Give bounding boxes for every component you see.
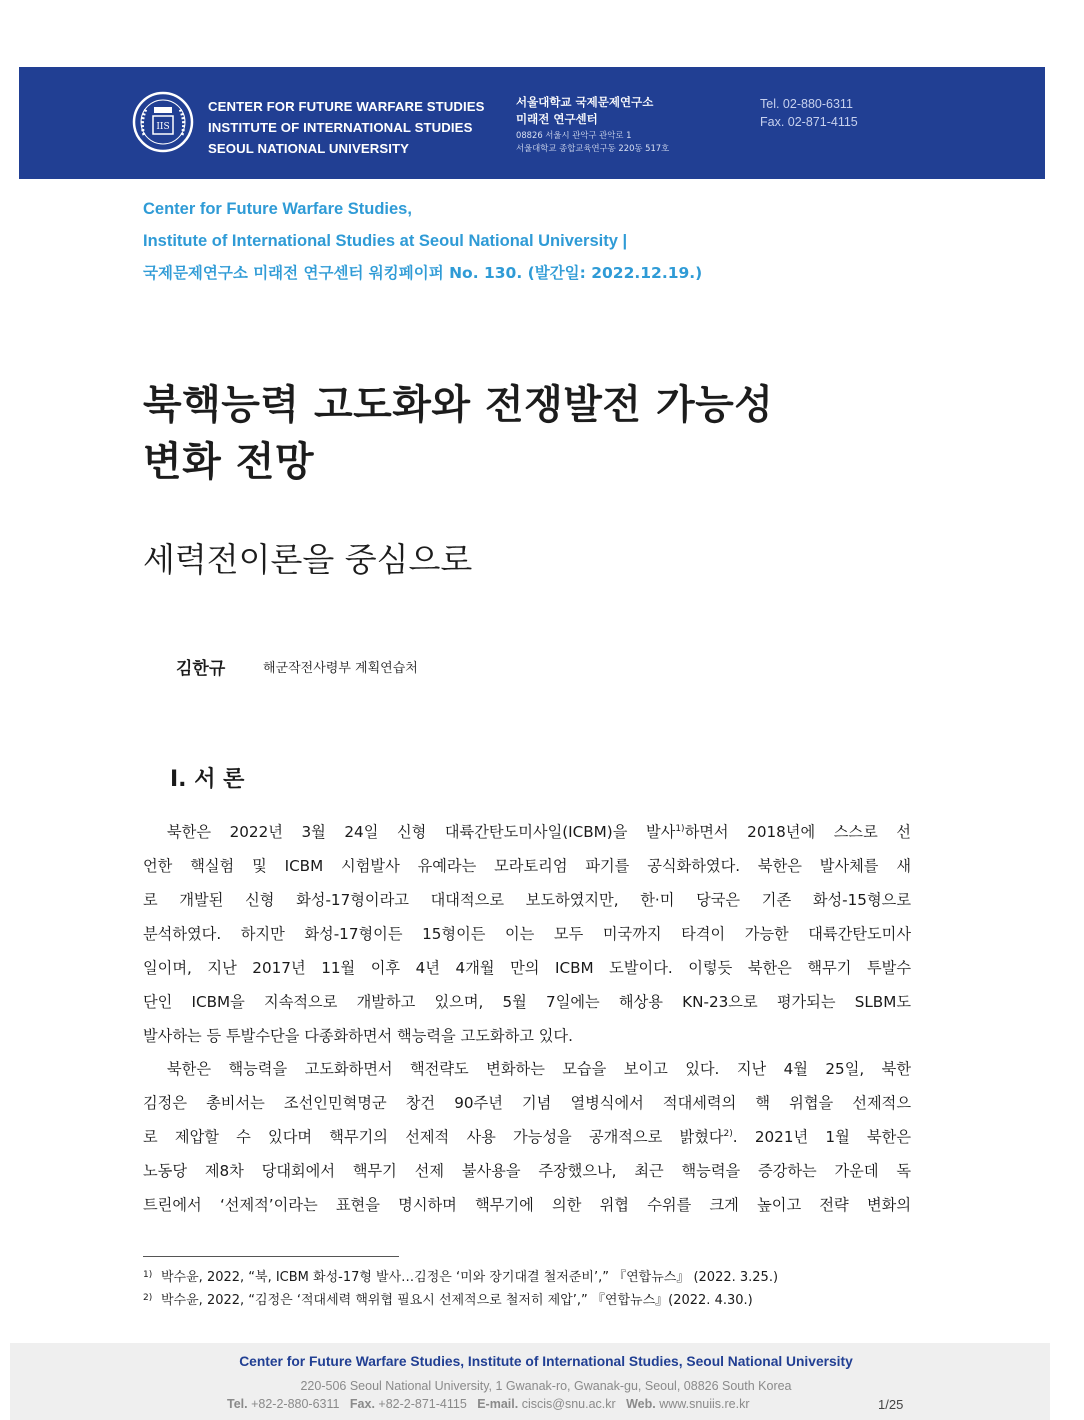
snu-seal-icon (132, 91, 194, 153)
series-line-ko: 국제문제연구소 미래전 연구센터 워킹페이퍼 No. 130. (발간일: 2022.12.19.) (143, 264, 703, 282)
footnote-text: 박수윤, 2022, “김정은 ‘적대세력 핵위협 필요시 선제적으로 철저히 제압’,” 『연합뉴스』(2022. 4.30.) (161, 1293, 753, 1308)
footer-fax-label: Fax. (349, 1397, 375, 1411)
paragraph-1 (143, 815, 911, 1053)
footnotes (143, 1265, 778, 1311)
section-heading: I. 서 론 (170, 767, 245, 792)
address-line: 08826 서울시 관악구 관악로 1 (516, 130, 632, 140)
series-info (143, 193, 702, 289)
body-line: 일이며, 지난 2017년 11월 이후 4년 4개월 만의 ICBM 도발이다. 이렇듯 북한은 핵무기 투발수 (143, 959, 911, 977)
footer-web-link[interactable]: www.snuiis.re.kr (659, 1397, 750, 1411)
header-banner (19, 67, 1045, 179)
body-line: 언한 핵실험 및 ICBM 시험발사 유예라는 모라토리엄 파기를 공식화하였다. 북한은 발사체를 새 (143, 857, 911, 875)
footer-email-link[interactable]: ciscis@snu.ac.kr (521, 1397, 616, 1411)
footer-address: 220-506 Seoul National University, 1 Gwanak-ro, Gwanak-gu, Seoul, 08826 South Korea (300, 1379, 792, 1393)
footnote-ref[interactable]: 2) (723, 1129, 733, 1139)
footnote-item (143, 1288, 778, 1311)
paragraph-2 (143, 1052, 911, 1222)
paper-subtitle: 세력전이론을 중심으로 (143, 540, 473, 579)
title-line: 변화 전망 (143, 439, 314, 485)
footer-email-label: E-mail. (477, 1397, 519, 1411)
body-line: 노동당 제8차 당대회에서 핵무기 선제 불사용을 주장했으나, 최근 핵능력을 증강하는 가운데 독 (143, 1162, 911, 1180)
org-name-en (208, 96, 485, 159)
body-line: 북한은 핵능력을 고도화하면서 핵전략도 변화하는 모습을 보이고 있다. 지난 4월 25일, 북한 (167, 1060, 911, 1078)
org-contact (760, 95, 858, 131)
body-line: 북한은 2022년 3월 24일 신형 대륙간탄도미사일(ICBM)을 발사$^{1)}$하면서 2018년에 스스로 선 (167, 823, 911, 841)
body-line: 로 개발된 신형 화성-17형이라고 대대적으로 보도하였지만, 한·미 당국은 기존 화성-15형으로 (143, 891, 911, 909)
footnote-number: 1) (143, 1270, 153, 1280)
paper-title (143, 377, 773, 491)
footer-fax: +82-2-871-4115 (378, 1397, 467, 1411)
tel-text: Tel. 02-880-6311 (760, 97, 853, 111)
footer-org: Center for Future Warfare Studies, Institute of International Studies, Seoul National University (239, 1354, 853, 1369)
org-en-line: INSTITUTE OF INTERNATIONAL STUDIES (208, 120, 473, 135)
page-number: 1/25 (878, 1397, 904, 1412)
svg-text:IIS: IIS (156, 122, 170, 132)
footnote-text: 박수윤, 2022, “북, ICBM 화성-17형 발사…김정은 ‘미와 장기대결 철저준비’,” 『연합뉴스』 (2022. 3.25.) (161, 1270, 779, 1285)
footnote-number: 2) (143, 1293, 153, 1303)
footer-tel-label: Tel. (227, 1397, 248, 1411)
body-line: 발사하는 등 투발수단을 다종화하면서 핵능력을 고도화하고 있다. (143, 1027, 573, 1045)
org-en-line: SEOUL NATIONAL UNIVERSITY (208, 141, 410, 156)
author-name: 김한규 (176, 659, 226, 679)
footer-contact (227, 1397, 750, 1411)
fax-text: Fax. 02-871-4115 (760, 115, 858, 129)
series-line: Institute of International Studies at Seoul National University | (143, 232, 628, 250)
org-ko-line: 서울대학교 국제문제연구소 (516, 95, 654, 109)
title-line: 북핵능력 고도화와 전쟁발전 가능성 (143, 382, 774, 428)
page-footer (10, 1343, 1050, 1420)
series-line: Center for Future Warfare Studies, (143, 200, 412, 218)
address-line: 서울대학교 종합교육연구동 220동 517호 (516, 143, 670, 153)
footnote-divider (143, 1256, 399, 1257)
body-line: 로 제압할 수 있다며 핵무기의 선제적 사용 가능성을 공개적으로 밝혔다$^{2)}$. 2021년 1월 북한은 (143, 1128, 911, 1146)
footer-tel: +82-2-880-6311 (251, 1397, 340, 1411)
body-line: 분석하였다. 하지만 화성-17형이든 15형이든 이는 모두 미국까지 타격이 가능한 대륙간탄도미사 (143, 925, 911, 943)
body-line: 김정은 총비서는 조선인민혁명군 창건 90주년 기념 열병식에서 적대세력의 핵 위협을 선제적으 (143, 1094, 911, 1112)
org-name-ko (516, 94, 653, 128)
org-address (516, 129, 669, 155)
body-line: 트린에서 ‘선제적’이라는 표현을 명시하며 핵무기에 의한 위협 수위를 크게 높이고 전략 변화의 (143, 1196, 911, 1214)
body-line: 단인 ICBM을 지속적으로 개발하고 있으며, 5월 7일에는 해상용 KN-23으로 평가되는 SLBM도 (143, 993, 911, 1011)
footer-web-label: Web. (626, 1397, 656, 1411)
author-affiliation: 해군작전사령부 계획연습처 (263, 661, 418, 676)
footnote-item (143, 1265, 778, 1288)
org-ko-line: 미래전 연구센터 (516, 112, 598, 126)
footnote-ref[interactable]: 1) (675, 824, 685, 834)
org-en-line: CENTER FOR FUTURE WARFARE STUDIES (208, 99, 485, 114)
